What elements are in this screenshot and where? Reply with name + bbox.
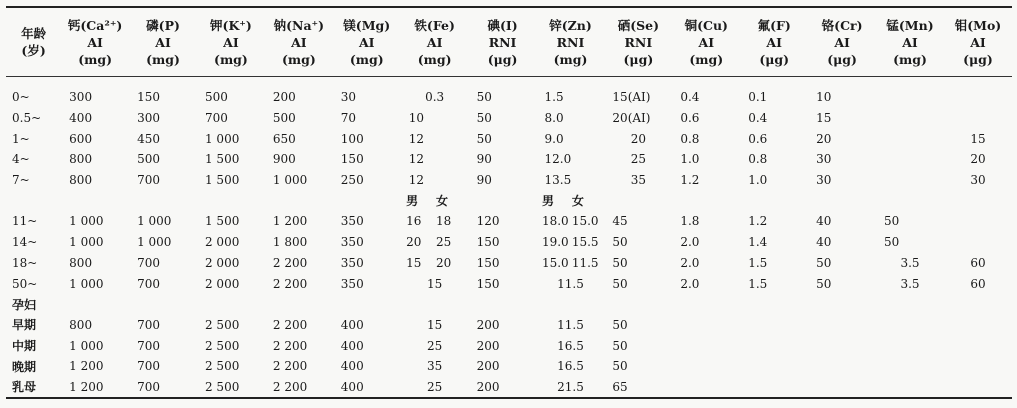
zinc-cell: 11.5 bbox=[557, 276, 584, 291]
manganese-cell: 50 bbox=[884, 235, 900, 250]
calcium-cell: 1 000 bbox=[69, 214, 104, 229]
age-cell: 4~ bbox=[12, 152, 30, 167]
fluorine-cell: 0.8 bbox=[748, 152, 768, 167]
magnesium-cell: 30 bbox=[340, 90, 357, 105]
iron-cell bbox=[401, 211, 469, 232]
calcium-cell: 1 200 bbox=[61, 377, 129, 399]
table-row bbox=[6, 356, 1012, 377]
iodine-cell: 200 bbox=[476, 338, 500, 353]
potassium-cell: 2 500 bbox=[197, 377, 265, 399]
potassium-cell: 1 500 bbox=[204, 152, 240, 167]
magnesium-cell: 70 bbox=[340, 111, 357, 126]
age-cell: 1~ bbox=[12, 131, 30, 146]
iron-cell: 25 bbox=[427, 338, 443, 353]
header-phosphorus: 磷(P) AI (mg) bbox=[129, 7, 197, 77]
sodium-cell: 2 200 bbox=[272, 317, 308, 332]
calcium-cell: 1 000 bbox=[69, 235, 104, 250]
molybdenum-cell bbox=[944, 87, 1012, 108]
phosphorus-cell: 300 bbox=[137, 111, 160, 126]
selenium-cell: 35 bbox=[630, 173, 647, 188]
manganese-cell bbox=[876, 128, 944, 149]
zinc-cell: 9.0 bbox=[544, 131, 564, 146]
phosphorus-cell: 1 000 bbox=[137, 235, 172, 250]
chromium-cell: 40 bbox=[816, 214, 832, 229]
chromium-cell: 50 bbox=[816, 255, 832, 270]
zinc-cell: 16.5 bbox=[557, 338, 584, 353]
iron-female-value: 18 bbox=[436, 214, 452, 229]
copper-cell: 0.6 bbox=[680, 111, 700, 126]
group-label-row bbox=[6, 294, 1012, 315]
table-row bbox=[6, 149, 1012, 170]
magnesium-cell: 400 bbox=[340, 359, 364, 374]
sodium-cell: 1 000 bbox=[272, 173, 308, 188]
iron-cell: 15 bbox=[427, 276, 443, 291]
calcium-cell: 1 000 bbox=[69, 276, 104, 291]
iodine-cell: 50 bbox=[476, 131, 492, 146]
iron-cell: 12 bbox=[408, 173, 424, 188]
table-row bbox=[6, 315, 1012, 336]
age-cell: 0.5~ bbox=[12, 111, 42, 126]
copper-cell: 1.0 bbox=[680, 152, 700, 167]
iron-male-value: 20 bbox=[406, 235, 422, 250]
iodine-cell: 50 bbox=[476, 111, 492, 126]
header-fluorine: 氟(F) AI (μg) bbox=[740, 7, 808, 77]
zinc-cell bbox=[537, 211, 605, 232]
molybdenum-cell bbox=[944, 232, 1012, 253]
magnesium-cell: 250 bbox=[340, 173, 364, 188]
zinc-cell: 21.5 bbox=[537, 377, 605, 399]
age-cell: 7~ bbox=[12, 173, 30, 188]
magnesium-cell: 400 bbox=[340, 317, 364, 332]
zinc-male-value: 15.0 bbox=[541, 255, 569, 270]
chromium-cell: 30 bbox=[816, 152, 832, 167]
copper-cell: 2.0 bbox=[680, 255, 700, 270]
copper-cell: 0.4 bbox=[680, 90, 700, 105]
age-cell: 中期 bbox=[12, 339, 37, 354]
calcium-cell: 400 bbox=[69, 111, 93, 126]
iodine-cell: 90 bbox=[476, 173, 492, 188]
iron-cell: 25 bbox=[401, 377, 469, 399]
sodium-cell: 200 bbox=[272, 90, 296, 105]
selenium-cell: 45 bbox=[612, 214, 628, 229]
potassium-cell: 1 000 bbox=[204, 131, 240, 146]
potassium-cell: 2 000 bbox=[204, 235, 240, 250]
table-row bbox=[6, 273, 1012, 294]
zinc-female-value: 11.5 bbox=[571, 255, 599, 270]
calcium-cell: 1 000 bbox=[69, 338, 104, 353]
phosphorus-cell: 700 bbox=[137, 359, 160, 374]
table-row bbox=[6, 128, 1012, 149]
table-row bbox=[6, 335, 1012, 356]
calcium-cell: 800 bbox=[69, 255, 93, 270]
spacer-row bbox=[6, 77, 1012, 88]
age-cell: 50~ bbox=[12, 276, 38, 291]
molybdenum-cell: 60 bbox=[970, 276, 986, 291]
copper-cell: 2.0 bbox=[680, 276, 700, 291]
manganese-cell bbox=[876, 149, 944, 170]
female-label: 女 bbox=[436, 194, 449, 209]
header-calcium: 钙(Ca²⁺) AI (mg) bbox=[61, 7, 129, 77]
iron-sex-labels bbox=[401, 190, 469, 211]
iron-male-value: 16 bbox=[406, 214, 422, 229]
selenium-cell: 50 bbox=[612, 338, 628, 353]
iodine-cell: 150 bbox=[476, 255, 500, 270]
sodium-cell: 2 200 bbox=[265, 377, 333, 399]
zinc-cell: 11.5 bbox=[557, 317, 584, 332]
table-row bbox=[6, 211, 1012, 232]
age-cell: 晚期 bbox=[12, 359, 37, 374]
chromium-cell: 30 bbox=[816, 173, 832, 188]
magnesium-cell: 350 bbox=[340, 255, 364, 270]
iodine-cell: 200 bbox=[476, 359, 500, 374]
phosphorus-cell: 700 bbox=[137, 338, 160, 353]
molybdenum-cell: 60 bbox=[970, 255, 986, 270]
selenium-cell: 50 bbox=[612, 359, 628, 374]
fluorine-cell: 1.5 bbox=[748, 255, 768, 270]
table-header-row bbox=[6, 7, 1012, 77]
selenium-cell: 25 bbox=[630, 152, 647, 167]
table-row bbox=[6, 377, 1012, 399]
header-manganese: 锰(Mn) AI (mg) bbox=[876, 7, 944, 77]
calcium-cell: 800 bbox=[69, 173, 93, 188]
sodium-cell: 2 200 bbox=[272, 359, 308, 374]
table-row bbox=[6, 232, 1012, 253]
chromium-cell: 40 bbox=[816, 235, 832, 250]
header-potassium: 钾(K⁺) AI (mg) bbox=[197, 7, 265, 77]
magnesium-cell: 150 bbox=[340, 152, 364, 167]
fluorine-cell: 1.0 bbox=[748, 173, 768, 188]
potassium-cell: 2 500 bbox=[204, 317, 240, 332]
copper-cell: 0.8 bbox=[680, 131, 700, 146]
zinc-cell: 13.5 bbox=[544, 173, 572, 188]
table-row bbox=[6, 108, 1012, 129]
header-zinc: 锌(Zn) RNI (mg) bbox=[537, 7, 605, 77]
selenium-cell: 50 bbox=[612, 235, 628, 250]
sodium-cell: 2 200 bbox=[272, 338, 308, 353]
manganese-cell: 3.5 bbox=[900, 255, 920, 270]
zinc-male-value: 18.0 bbox=[541, 214, 569, 229]
table-row bbox=[6, 253, 1012, 274]
iron-cell: 15 bbox=[427, 317, 443, 332]
selenium-cell: 20 bbox=[630, 131, 647, 146]
molybdenum-cell bbox=[944, 108, 1012, 129]
header-sodium: 钠(Na⁺) AI (mg) bbox=[265, 7, 333, 77]
phosphorus-cell: 450 bbox=[137, 131, 160, 146]
zinc-female-value: 15.0 bbox=[571, 214, 599, 229]
selenium-cell: 50 bbox=[612, 317, 628, 332]
zinc-cell: 1.5 bbox=[544, 90, 564, 105]
sodium-cell: 2 200 bbox=[272, 276, 308, 291]
sex-subheader-row bbox=[6, 190, 1012, 211]
magnesium-cell: 100 bbox=[340, 131, 364, 146]
molybdenum-cell: 30 bbox=[970, 173, 986, 188]
age-cell: 11~ bbox=[12, 214, 38, 229]
potassium-cell: 1 500 bbox=[204, 173, 240, 188]
magnesium-cell: 350 bbox=[340, 276, 364, 291]
sodium-cell: 650 bbox=[272, 131, 296, 146]
age-cell: 14~ bbox=[12, 235, 38, 250]
iron-cell: 0.3 bbox=[425, 90, 445, 105]
molybdenum-cell: 15 bbox=[970, 131, 986, 146]
manganese-cell: 50 bbox=[884, 214, 900, 229]
zinc-cell: 12.0 bbox=[544, 152, 572, 167]
header-selenium: 硒(Se) RNI (μg) bbox=[604, 7, 672, 77]
iodine-cell: 120 bbox=[476, 214, 500, 229]
selenium-cell: 20(AI) bbox=[612, 111, 651, 126]
iodine-cell: 200 bbox=[469, 377, 537, 399]
iodine-cell: 50 bbox=[476, 90, 492, 105]
header-iron: 铁(Fe) AI (mg) bbox=[401, 7, 469, 77]
sodium-cell: 1 200 bbox=[272, 214, 308, 229]
iron-female-value: 25 bbox=[436, 235, 452, 250]
zinc-male-value: 19.0 bbox=[541, 235, 569, 250]
manganese-cell bbox=[876, 108, 944, 129]
phosphorus-cell: 700 bbox=[137, 317, 160, 332]
phosphorus-cell: 150 bbox=[137, 90, 160, 105]
fluorine-cell: 1.2 bbox=[748, 214, 768, 229]
magnesium-cell: 400 bbox=[333, 377, 401, 399]
iron-cell: 12 bbox=[408, 131, 424, 146]
iron-male-value: 15 bbox=[406, 255, 422, 270]
phosphorus-cell: 1 000 bbox=[137, 214, 172, 229]
iron-female-value: 20 bbox=[436, 255, 452, 270]
fluorine-cell: 1.4 bbox=[748, 235, 768, 250]
chromium-cell: 20 bbox=[816, 131, 832, 146]
iron-cell: 10 bbox=[408, 111, 424, 126]
potassium-cell: 700 bbox=[204, 111, 228, 126]
phosphorus-cell: 700 bbox=[137, 173, 160, 188]
header-age: 年龄 (岁) bbox=[6, 7, 61, 77]
selenium-cell: 50 bbox=[612, 276, 628, 291]
header-molybdenum: 钼(Mo) AI (μg) bbox=[944, 7, 1012, 77]
magnesium-cell: 350 bbox=[340, 235, 364, 250]
selenium-cell: 65 bbox=[604, 377, 672, 399]
sodium-cell: 900 bbox=[272, 152, 296, 167]
selenium-cell: 50 bbox=[612, 255, 628, 270]
calcium-cell: 300 bbox=[69, 90, 93, 105]
potassium-cell: 1 500 bbox=[204, 214, 240, 229]
zinc-cell: 8.0 bbox=[544, 111, 564, 126]
molybdenum-cell: 20 bbox=[970, 152, 986, 167]
copper-cell: 1.8 bbox=[680, 214, 700, 229]
phosphorus-cell: 700 bbox=[137, 276, 160, 291]
iron-cell bbox=[401, 253, 469, 274]
table-row bbox=[6, 87, 1012, 108]
female-label: 女 bbox=[571, 194, 584, 209]
header-chromium: 铬(Cr) AI (μg) bbox=[808, 7, 876, 77]
sodium-cell: 500 bbox=[272, 111, 296, 126]
copper-cell: 1.2 bbox=[680, 173, 700, 188]
phosphorus-cell: 700 bbox=[129, 377, 197, 399]
table-row bbox=[6, 170, 1012, 191]
fluorine-cell: 0.1 bbox=[748, 90, 768, 105]
mineral-intake-table bbox=[6, 6, 1012, 399]
iodine-cell: 90 bbox=[476, 152, 492, 167]
chromium-cell: 15 bbox=[816, 111, 832, 126]
sodium-cell: 2 200 bbox=[272, 255, 308, 270]
pregnant-group-label: 孕妇 bbox=[12, 297, 37, 312]
potassium-cell: 2 000 bbox=[204, 255, 240, 270]
iron-cell: 35 bbox=[427, 359, 443, 374]
iodine-cell: 150 bbox=[476, 235, 500, 250]
header-iodine: 碘(I) RNI (μg) bbox=[469, 7, 537, 77]
copper-cell: 2.0 bbox=[680, 235, 700, 250]
chromium-cell: 50 bbox=[816, 276, 832, 291]
potassium-cell: 500 bbox=[204, 90, 228, 105]
phosphorus-cell: 700 bbox=[137, 255, 160, 270]
zinc-female-value: 15.5 bbox=[571, 235, 599, 250]
magnesium-cell: 400 bbox=[340, 338, 364, 353]
zinc-cell: 16.5 bbox=[557, 359, 584, 374]
fluorine-cell: 0.4 bbox=[748, 111, 768, 126]
potassium-cell: 2 500 bbox=[204, 359, 240, 374]
iodine-cell: 150 bbox=[476, 276, 500, 291]
iodine-cell: 200 bbox=[476, 317, 500, 332]
manganese-cell: 3.5 bbox=[900, 276, 920, 291]
phosphorus-cell: 500 bbox=[137, 152, 160, 167]
male-label: 男 bbox=[406, 194, 419, 209]
chromium-cell: 10 bbox=[816, 90, 832, 105]
fluorine-cell: 0.6 bbox=[748, 131, 768, 146]
age-cell: 18~ bbox=[12, 255, 38, 270]
age-cell: 早期 bbox=[12, 318, 37, 333]
potassium-cell: 2 000 bbox=[204, 276, 240, 291]
calcium-cell: 800 bbox=[69, 152, 93, 167]
fluorine-cell: 1.5 bbox=[748, 276, 768, 291]
header-copper: 铜(Cu) AI (mg) bbox=[672, 7, 740, 77]
magnesium-cell: 350 bbox=[340, 214, 364, 229]
calcium-cell: 800 bbox=[69, 317, 93, 332]
zinc-cell bbox=[537, 232, 605, 253]
iron-cell: 12 bbox=[408, 152, 424, 167]
age-cell: 乳母 bbox=[6, 377, 61, 399]
male-label: 男 bbox=[541, 194, 554, 209]
manganese-cell bbox=[876, 170, 944, 191]
iron-cell bbox=[401, 232, 469, 253]
zinc-cell bbox=[537, 253, 605, 274]
age-cell: 0~ bbox=[12, 90, 30, 105]
selenium-cell: 15(AI) bbox=[612, 90, 651, 105]
manganese-cell bbox=[876, 87, 944, 108]
sodium-cell: 1 800 bbox=[272, 235, 308, 250]
zinc-sex-labels bbox=[537, 190, 605, 211]
potassium-cell: 2 500 bbox=[204, 338, 240, 353]
header-magnesium: 镁(Mg) AI (mg) bbox=[333, 7, 401, 77]
calcium-cell: 600 bbox=[69, 131, 93, 146]
molybdenum-cell bbox=[944, 211, 1012, 232]
calcium-cell: 1 200 bbox=[69, 359, 104, 374]
